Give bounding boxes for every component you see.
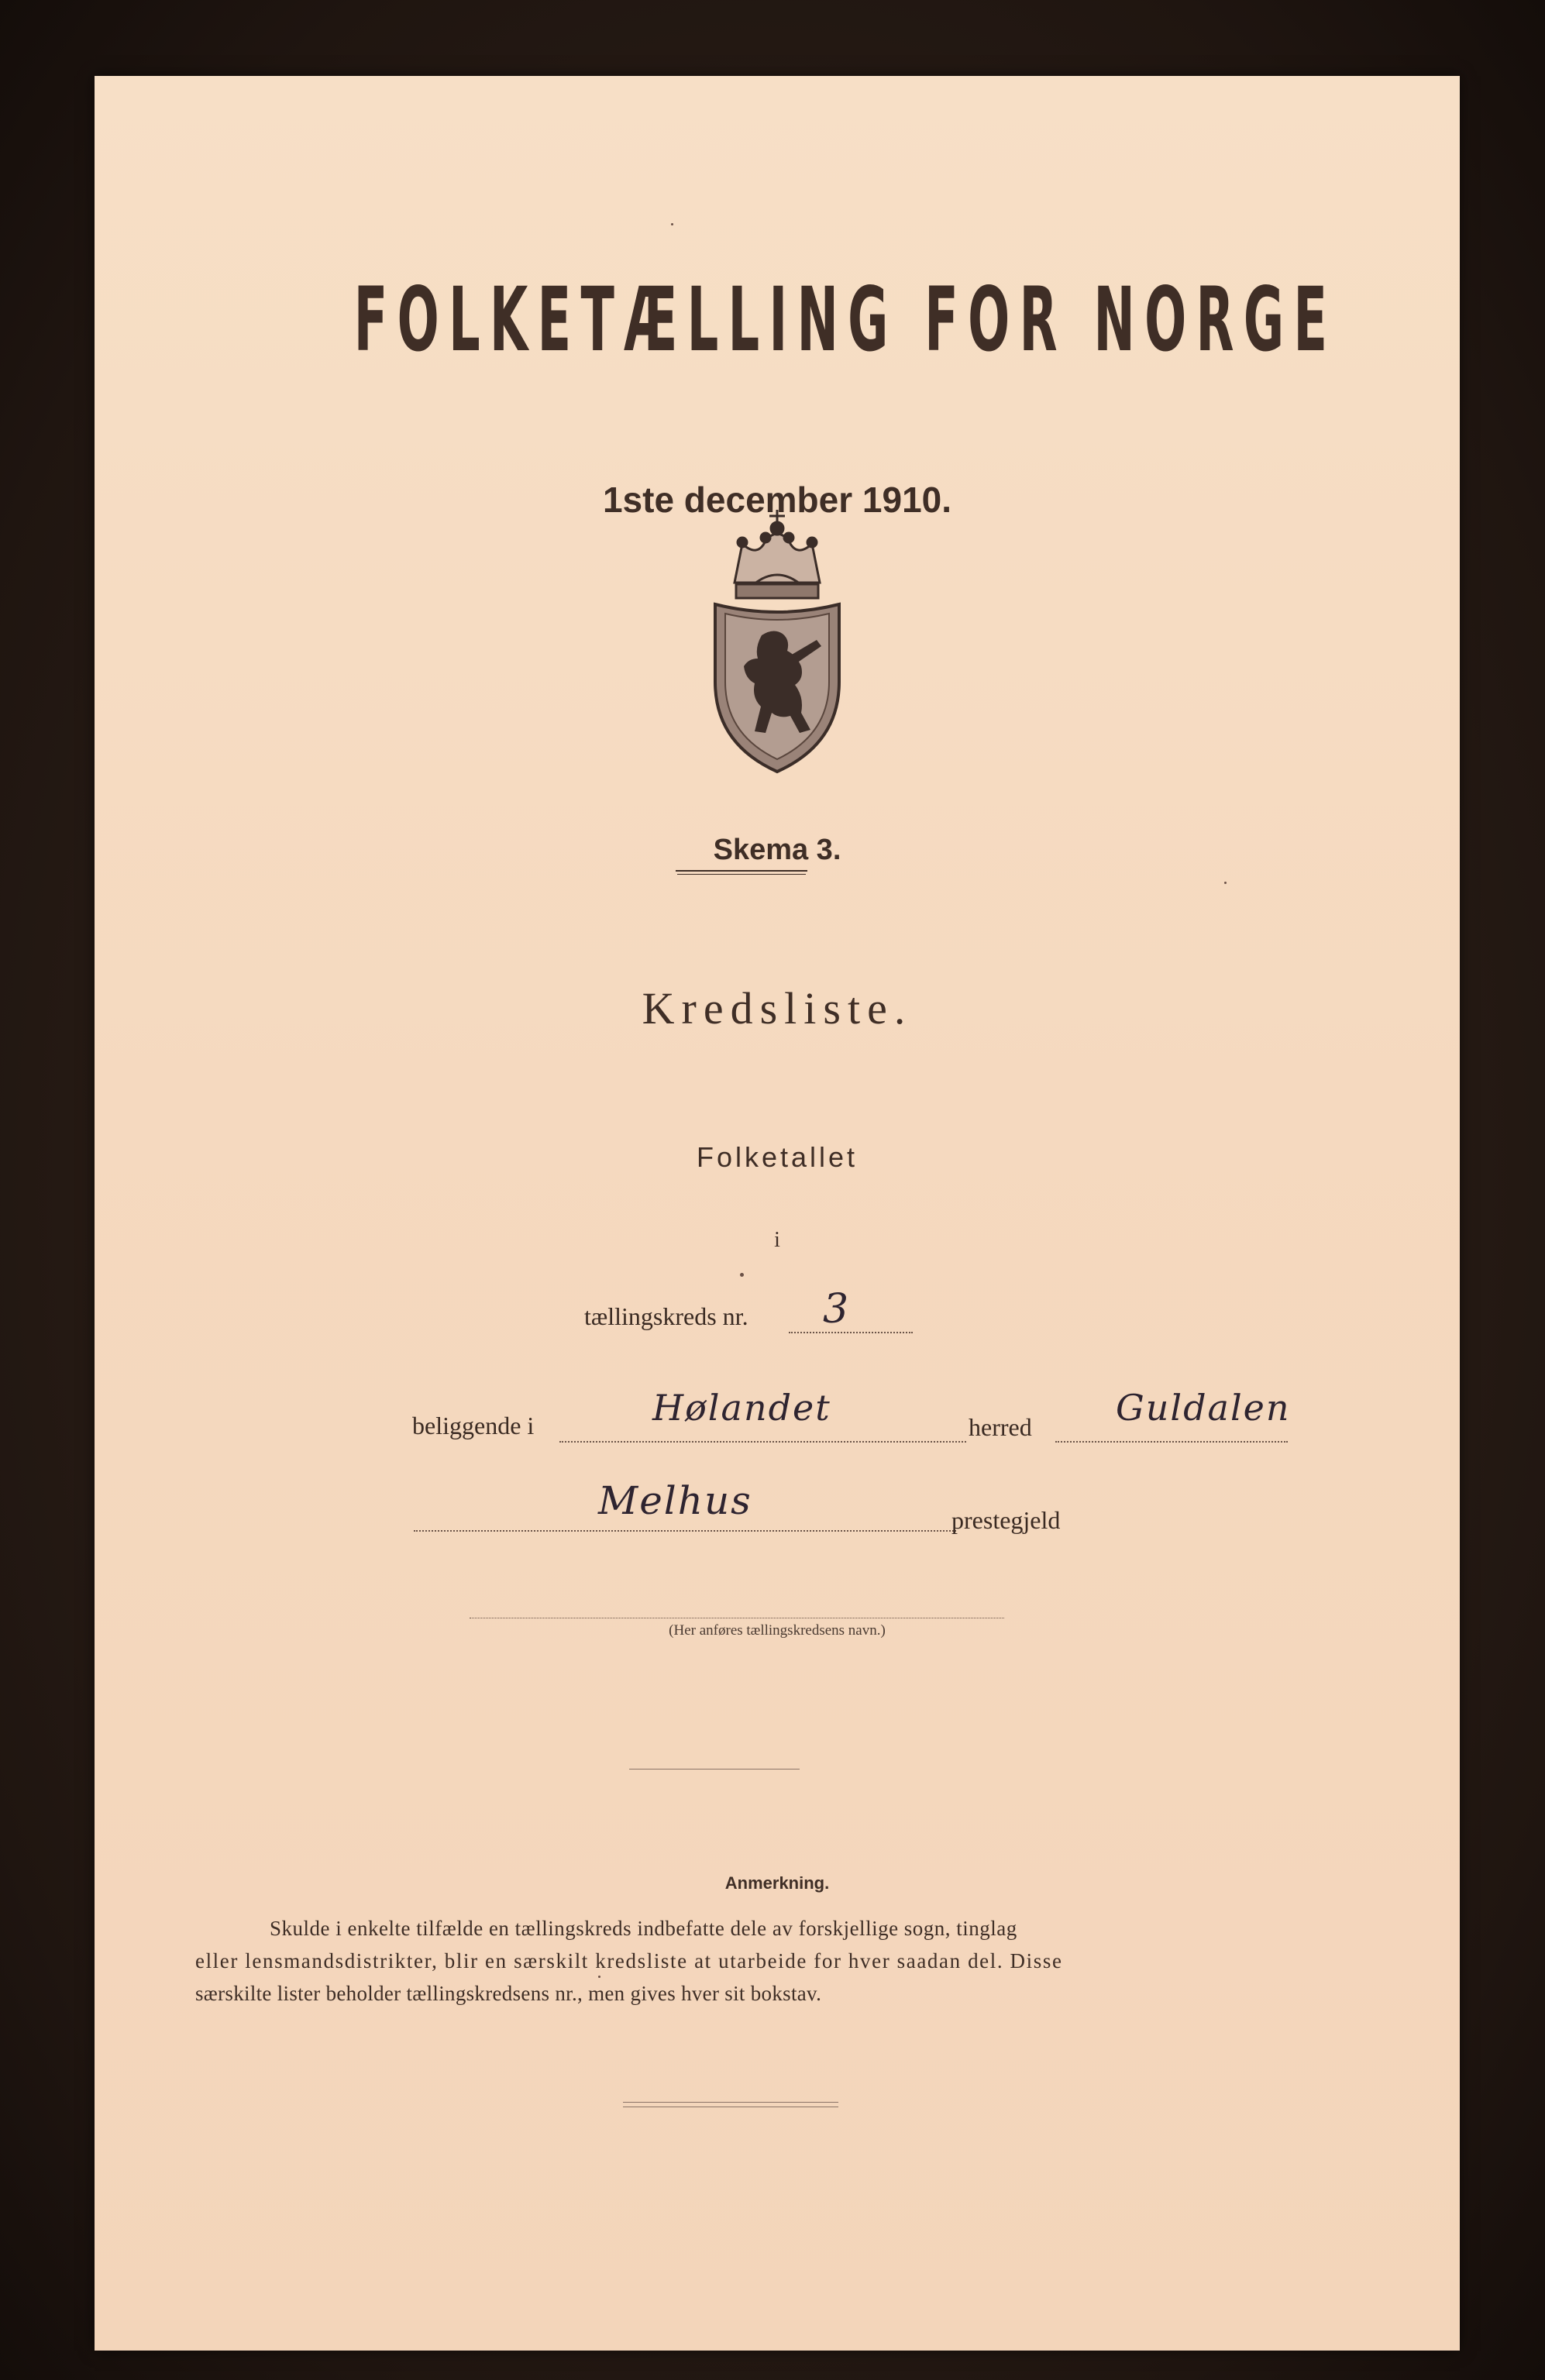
preposition-i: i <box>774 1228 780 1252</box>
herred-label: herred <box>969 1413 1032 1441</box>
form-heading: Kredsliste. <box>642 983 913 1034</box>
ink-speck <box>740 1273 744 1277</box>
schema-underline-second <box>677 874 806 875</box>
paper-speck <box>598 1976 600 1978</box>
remark-line-2: eller lensmandsdistrikter, blir en særskilt kredsliste at utarbeide for hver saadan del. Disse <box>195 1949 1063 1972</box>
census-form-sheet <box>95 76 1460 2351</box>
remark-title: Anmerkning. <box>724 1873 830 1893</box>
prestegjeld-label: prestegjeld <box>951 1506 1061 1534</box>
district-number-line <box>789 1332 913 1333</box>
document-title: FOLKETÆLLING FOR NORGE <box>353 268 1337 371</box>
district-name-note: (Her anføres tællingskredsens navn.) <box>669 1622 886 1639</box>
district-number-value: 3 <box>823 1286 851 1333</box>
herred-value: Guldalen <box>1116 1387 1291 1429</box>
located-in-line <box>559 1441 966 1443</box>
schema-underline <box>676 870 807 872</box>
district-number-label: tællingskreds nr. <box>584 1302 748 1330</box>
folketallet-label: Folketallet <box>696 1141 859 1173</box>
norwegian-coat-of-arms-icon <box>688 504 866 779</box>
divider-rule <box>629 1769 800 1770</box>
paper-speck <box>1224 882 1227 884</box>
bottom-double-rule-top <box>623 2102 838 2103</box>
located-in-label: beliggende i <box>412 1412 535 1439</box>
herred-line <box>1055 1441 1288 1443</box>
schema-label: Skema 3. <box>713 834 841 866</box>
remark-line-3: særskilte lister beholder tællingskredsens nr., men gives hver sit bokstav. <box>195 1982 822 2005</box>
remark-text <box>195 1912 1362 2010</box>
remark-line-1: Skulde i enkelte tilfælde en tællingskreds indbefatte dele av forskjellige sogn, tinglag <box>270 1917 1017 1940</box>
paper-speck <box>671 223 673 225</box>
located-in-value: Hølandet <box>652 1387 831 1429</box>
census-date: 1ste december 1910. <box>602 480 952 520</box>
prestegjeld-value: Melhus <box>598 1478 752 1523</box>
prestegjeld-line <box>414 1530 956 1532</box>
